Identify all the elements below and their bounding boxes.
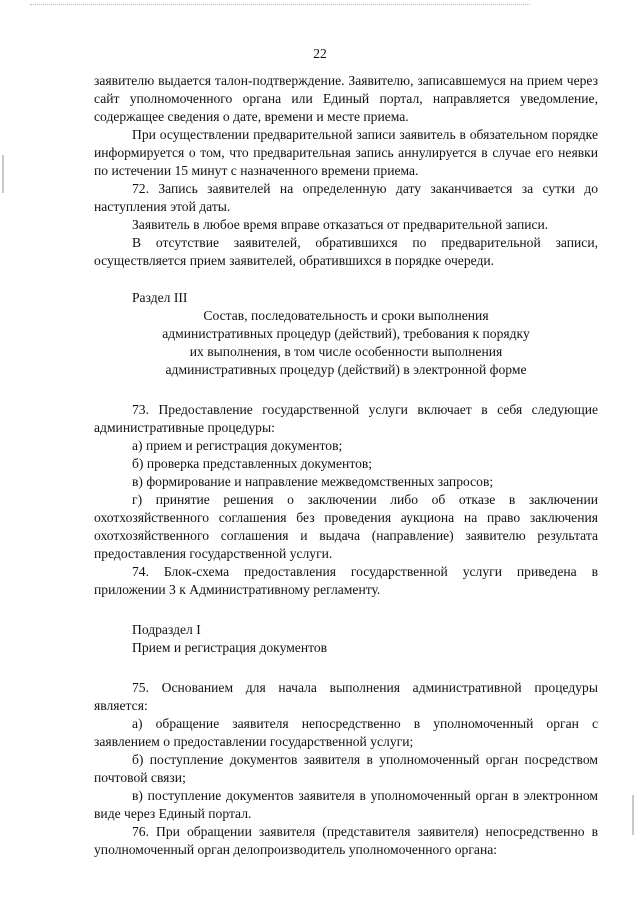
paragraph: При осуществлении предварительной записи заявитель в обязательном порядке информируется о том, что предварительная запись аннулируется в случае его неявки по истечении 15 минут с назначенного времени приема. — [94, 127, 598, 178]
paragraph: Заявитель в любое время вправе отказаться от предварительной записи. — [132, 217, 549, 232]
paragraph: 74. Блок-схема предоставления государственной услуги приведена в приложении 3 к Административному регламенту. — [94, 564, 598, 597]
list-item: б) поступление документов заявителя в уполномоченный орган посредством почтовой связи; — [94, 752, 598, 785]
section-title: Раздел III — [132, 290, 188, 305]
section-heading-line: административных процедур (действий), требования к порядку — [162, 326, 530, 341]
scan-edge-mark — [2, 155, 4, 193]
list-item: г) принятие решения о заключении либо об отказе в заключении охотхозяйственного соглашения без проведения аукциона на право заключения охотхозяйственного соглашения и выдача (направление) заявителю результата предоставления государственной услуги. — [94, 492, 598, 561]
document-body — [94, 72, 598, 859]
subsection-title: Подраздел I — [132, 622, 201, 637]
list-item: в) формирование и направление межведомственных запросов; — [132, 474, 494, 489]
paragraph: В отсутствие заявителей, обратившихся по предварительной записи, осуществляется прием заявителей, обратившихся в порядке очереди. — [94, 235, 598, 268]
paragraph: заявителю выдается талон-подтверждение. Заявителю, записавшемуся на прием через сайт уполномоченного органа или Единый портал, направляется уведомление, содержащее сведения о дате, времени и месте приема. — [94, 73, 598, 124]
paragraph: 76. При обращении заявителя (представителя заявителя) непосредственно в уполномоченный орган делопроизводитель уполномоченного органа: — [94, 824, 598, 857]
list-item: а) прием и регистрация документов; — [132, 438, 343, 453]
section-heading-line: их выполнения, в том числе особенности выполнения — [189, 344, 503, 359]
paragraph: 72. Запись заявителей на определенную дату заканчивается за сутки до наступления этой даты. — [94, 181, 598, 214]
scan-edge-mark — [632, 795, 634, 835]
list-item: а) обращение заявителя непосредственно в уполномоченный орган с заявлением о предоставлении государственной услуги; — [94, 716, 598, 749]
section-heading — [111, 307, 581, 379]
section-heading-line: административных процедур (действий) в электронной форме — [165, 362, 527, 377]
subsection-subtitle: Прием и регистрация документов — [132, 640, 328, 655]
list-item: в) поступление документов заявителя в уполномоченный орган в электронном виде через Единый портал. — [94, 788, 598, 821]
page-number: 22 — [313, 46, 327, 61]
section-heading-line: Состав, последовательность и сроки выполнения — [203, 308, 489, 323]
scan-artifact-line — [30, 4, 530, 6]
paragraph: 75. Основанием для начала выполнения административной процедуры является: — [94, 680, 598, 713]
paragraph: 73. Предоставление государственной услуги включает в себя следующие административные процедуры: — [94, 402, 598, 435]
list-item: б) проверка представленных документов; — [132, 456, 373, 471]
